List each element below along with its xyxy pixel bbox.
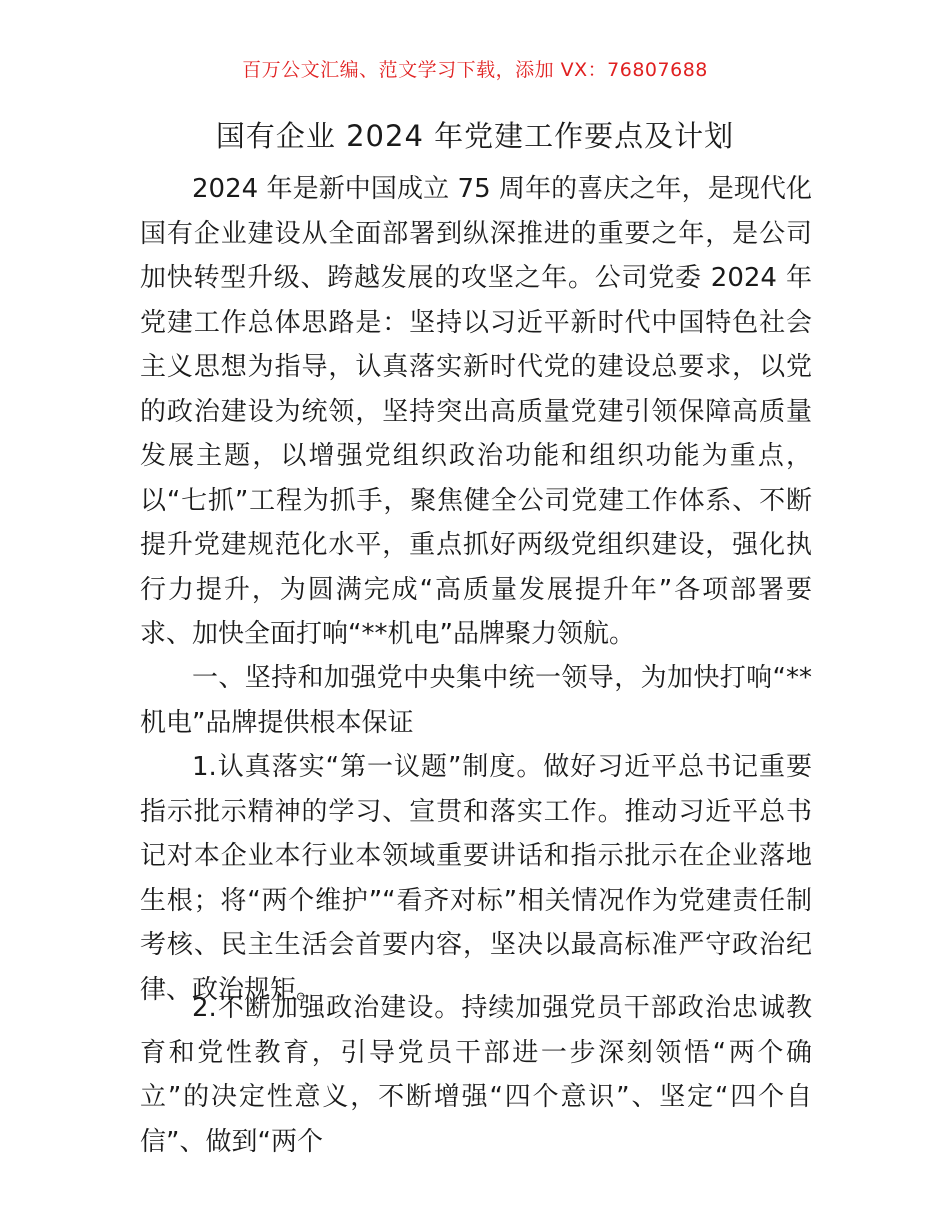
section-heading-1: 一、坚持和加强党中央集中统一领导，为加快打响“**机电”品牌提供根本保证 bbox=[140, 663, 812, 738]
intro-paragraph: 2024 年是新中国成立 75 周年的喜庆之年，是现代化国有企业建设从全面部署到纵深推进的重要之年，是公司加快转型升级、跨越发展的攻坚之年。公司党委 2024 年党建工作总体思路是：坚持以习近平新时代中国特色社会主义思想为指导，认真落实新时代党的建设总要求，以党的政治建设为统领，坚持突出高质量党建引领保障高质量发展主题，以增强党组织政治功能和组织功能为重点，以“七抓”工程为抓手，聚焦健全公司党建工作体系、不断提升党建规范化水平，重点抓好两级党组织建设，强化执行力提升，为圆满完成“高质量发展提升年”各项部署要求、加快全面打响“**机电”品牌聚力领航。 bbox=[140, 174, 812, 649]
item-2-paragraph: 2.不断加强政治建设。持续加强党员干部政治忠诚教育和党性教育，引导党员干部进一步深刻领悟“两个确立”的决定性意义，不断增强“四个意识”、坚定“四个自信”、做到“两个 bbox=[140, 993, 812, 1157]
item-1-paragraph: 1.认真落实“第一议题”制度。做好习近平总书记重要指示批示精神的学习、宣贯和落实工作。推动习近平总书记对本企业本行业本领域重要讲话和指示批示在企业落地生根；将“两个维护”“看齐对标”相关情况作为党建责任制考核、民主生活会首要内容，坚决以最高标准严守政治纪律、政治规矩。 bbox=[140, 752, 812, 1005]
page-title: 国有企业 2024 年党建工作要点及计划 bbox=[215, 119, 735, 153]
header-notice: 百万公文汇编、范文学习下载，添加 VX：76807688 bbox=[242, 59, 708, 81]
